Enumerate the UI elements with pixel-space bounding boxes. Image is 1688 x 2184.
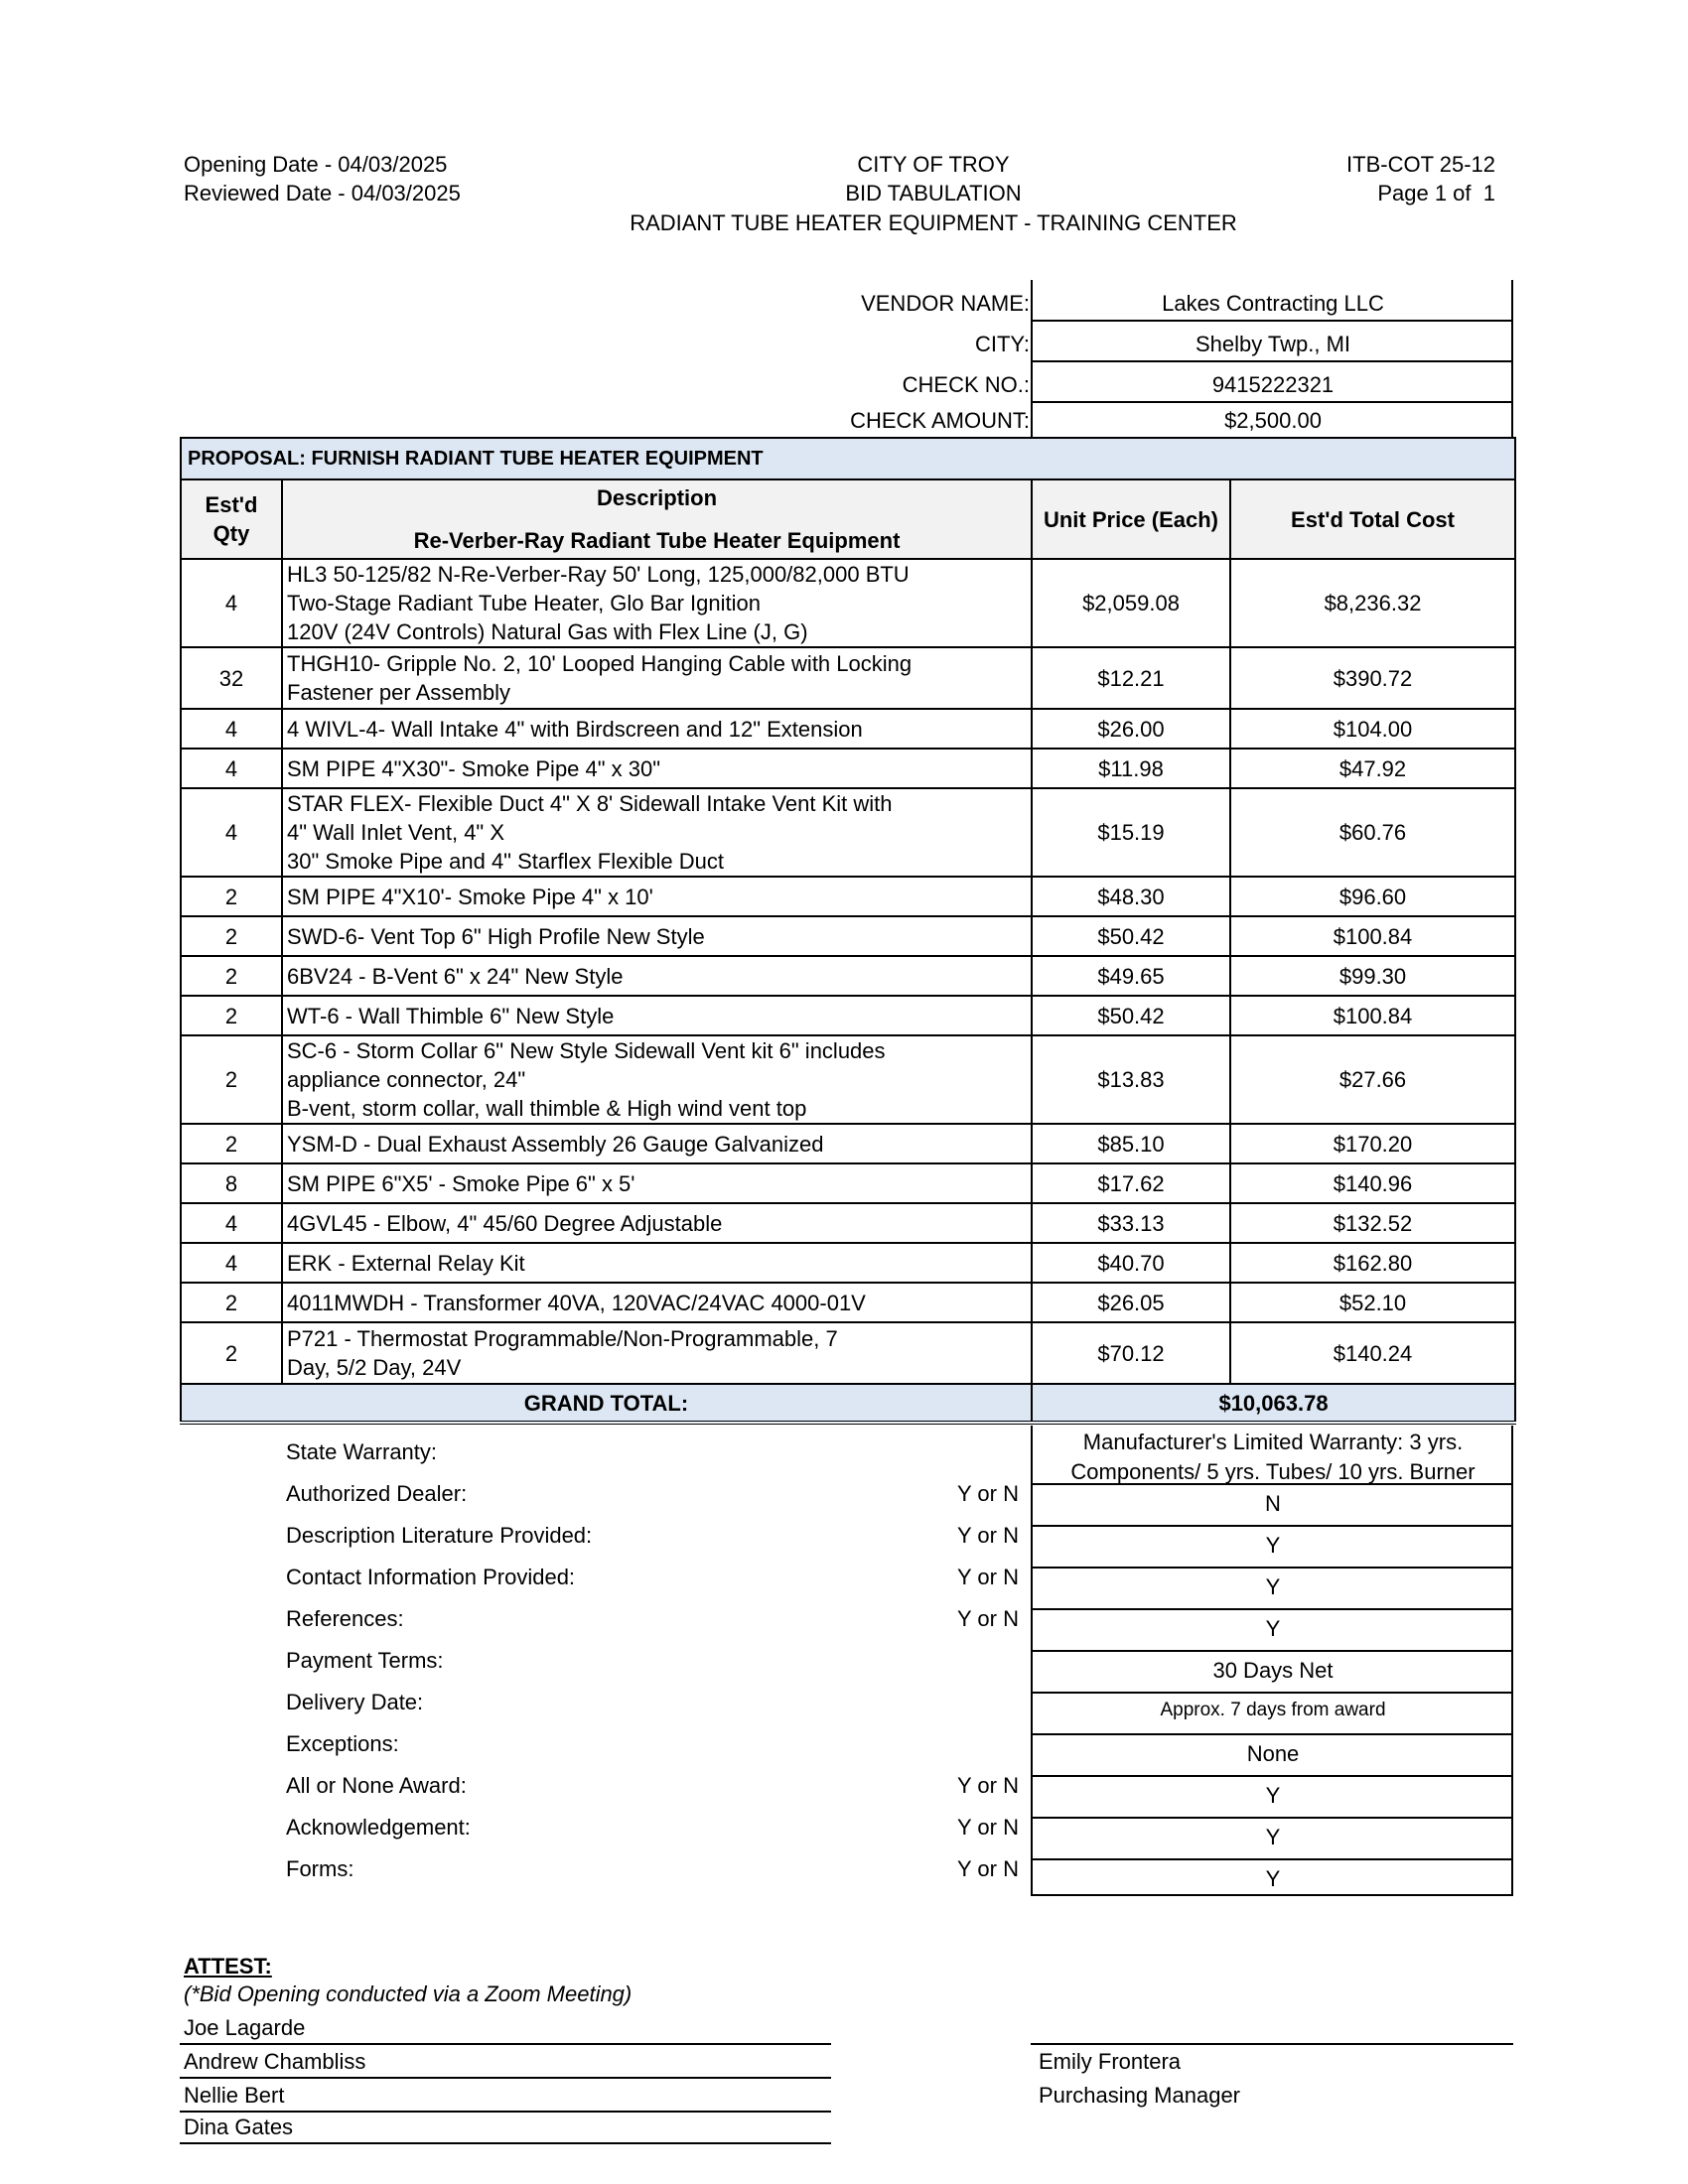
item-description-line: SM PIPE 6"X5' - Smoke Pipe 6" x 5' xyxy=(287,1170,635,1196)
item-description-line: STAR FLEX- Flexible Duct 4" X 8' Sidewall Intake Vent Kit with xyxy=(287,791,893,816)
item-unit-price: $49.65 xyxy=(1032,956,1230,996)
info-label: Delivery Date: xyxy=(286,1690,424,1714)
table-header xyxy=(181,479,1515,559)
item-unit-price: $33.13 xyxy=(1032,1203,1230,1243)
description-header-sub: Re-Verber-Ray Radiant Tube Heater Equipment xyxy=(413,528,901,553)
item-qty: 4 xyxy=(181,559,282,647)
item-unit-price: $26.00 xyxy=(1032,709,1230,749)
info-label: Exceptions: xyxy=(286,1731,399,1756)
info-yn: Y or N xyxy=(957,1773,1019,1798)
item-description-line: 6BV24 - B-Vent 6" x 24" New Style xyxy=(287,963,624,989)
item-description-line: 4GVL45 - Elbow, 4" 45/60 Degree Adjustable xyxy=(287,1210,723,1236)
attest-line-4 xyxy=(180,2142,831,2144)
item-description xyxy=(282,916,1032,956)
item-total: $47.92 xyxy=(1230,749,1515,788)
item-unit-price: $13.83 xyxy=(1032,1035,1230,1124)
table-row xyxy=(181,916,1515,956)
info-label: References: xyxy=(286,1606,404,1631)
item-description-line: 120V (24V Controls) Natural Gas with Flex Line (J, G) xyxy=(287,619,808,644)
item-total: $27.66 xyxy=(1230,1035,1515,1124)
item-unit-price: $17.62 xyxy=(1032,1163,1230,1203)
item-total: $8,236.32 xyxy=(1230,559,1515,647)
check-amount: $2,500.00 xyxy=(1224,408,1322,433)
item-total: $100.84 xyxy=(1230,996,1515,1035)
item-total: $140.24 xyxy=(1230,1322,1515,1384)
item-qty: 2 xyxy=(181,956,282,996)
item-description-line: 4011MWDH - Transformer 40VA, 120VAC/24VAC 4000-01V xyxy=(287,1290,866,1315)
check-amount-label: CHECK AMOUNT: xyxy=(850,408,1030,433)
table-row xyxy=(181,956,1515,996)
item-description-line: 4 WIVL-4- Wall Intake 4" with Birdscreen and 12" Extension xyxy=(287,716,863,742)
item-qty: 4 xyxy=(181,749,282,788)
item-total: $99.30 xyxy=(1230,956,1515,996)
bid-table xyxy=(180,437,1516,1425)
item-description xyxy=(282,996,1032,1035)
item-description-line: P721 - Thermostat Programmable/Non-Programmable, 7 xyxy=(287,1326,838,1351)
info-label: Contact Information Provided: xyxy=(286,1565,576,1589)
item-description xyxy=(282,559,1032,647)
info-label: Payment Terms: xyxy=(286,1648,444,1673)
grand-total-value: $10,063.78 xyxy=(1032,1384,1515,1423)
item-qty: 2 xyxy=(181,996,282,1035)
item-description xyxy=(282,647,1032,709)
item-total: $96.60 xyxy=(1230,877,1515,916)
attest-line-1 xyxy=(180,2043,831,2045)
item-description xyxy=(282,1283,1032,1322)
info-label: State Warranty: xyxy=(286,1439,438,1464)
item-description xyxy=(282,788,1032,877)
item-qty: 2 xyxy=(181,877,282,916)
info-yn: Y or N xyxy=(957,1565,1019,1589)
item-qty: 8 xyxy=(181,1163,282,1203)
check-no: 9415222321 xyxy=(1211,372,1335,397)
item-description-line: SWD-6- Vent Top 6" High Profile New Style xyxy=(287,923,705,949)
table-row xyxy=(181,1163,1515,1203)
item-unit-price: $48.30 xyxy=(1032,877,1230,916)
attest-name-4: Dina Gates xyxy=(184,2115,294,2139)
info-yn: Y or N xyxy=(957,1481,1019,1506)
item-description-line: 30" Smoke Pipe and 4" Starflex Flexible Duct xyxy=(287,849,724,874)
item-description-line: appliance connector, 24" xyxy=(287,1067,526,1092)
item-total: $170.20 xyxy=(1230,1124,1515,1163)
item-description-line: SM PIPE 4"X30"- Smoke Pipe 4" x 30" xyxy=(287,755,661,781)
table-row xyxy=(181,647,1515,709)
table-row xyxy=(181,877,1515,916)
item-description-line: HL3 50-125/82 N-Re-Verber-Ray 50' Long, 125,000/82,000 BTU xyxy=(287,562,910,587)
info-label: Description Literature Provided: xyxy=(286,1523,593,1548)
description-header-label: Description xyxy=(596,485,718,510)
info-value: Y xyxy=(1265,1825,1281,1849)
item-unit-price: $15.19 xyxy=(1032,788,1230,877)
item-description xyxy=(282,1322,1032,1384)
table-row xyxy=(181,709,1515,749)
qty-header-label: Est'd Qty xyxy=(205,492,258,546)
item-description xyxy=(282,1163,1032,1203)
item-description-line: SM PIPE 4"X10'- Smoke Pipe 4" x 10' xyxy=(287,884,653,909)
item-qty: 2 xyxy=(181,916,282,956)
city-title: CITY OF TROY xyxy=(857,152,1010,177)
attest-name-3: Nellie Bert xyxy=(184,2083,285,2108)
item-unit-price: $12.21 xyxy=(1032,647,1230,709)
item-description-line: Fastener per Assembly xyxy=(287,680,510,705)
opening-date: Opening Date - 04/03/2025 xyxy=(184,152,448,177)
signer-name: Emily Frontera xyxy=(1039,2049,1182,2074)
info-value: Approx. 7 days from award xyxy=(1160,1700,1386,1720)
reviewed-date: Reviewed Date - 04/03/2025 xyxy=(184,181,461,205)
table-row xyxy=(181,1243,1515,1283)
table-row xyxy=(181,1322,1515,1384)
item-total: $390.72 xyxy=(1230,647,1515,709)
item-unit-price: $11.98 xyxy=(1032,749,1230,788)
info-value: Y xyxy=(1265,1574,1281,1599)
table-row xyxy=(181,559,1515,647)
item-description xyxy=(282,1243,1032,1283)
check-no-label: CHECK NO.: xyxy=(902,372,1030,397)
table-row xyxy=(181,1283,1515,1322)
item-total: $162.80 xyxy=(1230,1243,1515,1283)
item-qty: 4 xyxy=(181,709,282,749)
attest-line-3 xyxy=(180,2111,831,2113)
item-qty: 4 xyxy=(181,1203,282,1243)
item-description-line: Two-Stage Radiant Tube Heater, Glo Bar Ignition xyxy=(287,591,761,615)
page-number: Page 1 of 1 xyxy=(1377,181,1495,205)
table-row xyxy=(181,1203,1515,1243)
item-qty: 4 xyxy=(181,788,282,877)
item-description-line: THGH10- Gripple No. 2, 10' Looped Hanging Cable with Locking xyxy=(287,651,913,676)
table-row xyxy=(181,788,1515,877)
info-value: Y xyxy=(1265,1783,1281,1808)
proposal-title: PROPOSAL: FURNISH RADIANT TUBE HEATER EQUIPMENT xyxy=(181,438,1515,479)
doc-type-title: BID TABULATION xyxy=(845,181,1022,205)
info-yn: Y or N xyxy=(957,1523,1019,1548)
info-yn: Y or N xyxy=(957,1606,1019,1631)
info-label: Forms: xyxy=(286,1856,354,1881)
info-value: Components/ 5 yrs. Tubes/ 10 yrs. Burner xyxy=(1070,1459,1476,1484)
item-description xyxy=(282,749,1032,788)
item-description-line: WT-6 - Wall Thimble 6" New Style xyxy=(287,1003,615,1028)
item-total: $132.52 xyxy=(1230,1203,1515,1243)
vendor-city-label: CITY: xyxy=(974,332,1030,356)
item-description xyxy=(282,956,1032,996)
attest-note: (*Bid Opening conducted via a Zoom Meeting) xyxy=(184,1981,633,2006)
proposal-row xyxy=(181,438,1515,479)
info-label: Authorized Dealer: xyxy=(286,1481,468,1506)
item-qty: 2 xyxy=(181,1035,282,1124)
attest-name-1: Joe Lagarde xyxy=(184,2015,306,2040)
signature-line xyxy=(1031,2043,1513,2045)
info-value: Y xyxy=(1265,1533,1281,1558)
item-unit-price: $50.42 xyxy=(1032,996,1230,1035)
item-unit-price: $70.12 xyxy=(1032,1322,1230,1384)
item-description xyxy=(282,1203,1032,1243)
column-header-unit-price: Unit Price (Each) xyxy=(1032,479,1230,559)
item-description-line: ERK - External Relay Kit xyxy=(287,1250,525,1276)
vendor-city: Shelby Twp., MI xyxy=(1195,332,1351,356)
table-row xyxy=(181,749,1515,788)
item-description-line: B-vent, storm collar, wall thimble & High wind vent top xyxy=(287,1096,807,1121)
info-yn: Y or N xyxy=(957,1815,1019,1840)
grand-total-label: GRAND TOTAL: xyxy=(181,1384,1032,1423)
info-label: All or None Award: xyxy=(286,1773,467,1798)
project-title: RADIANT TUBE HEATER EQUIPMENT - TRAINING CENTER xyxy=(630,210,1237,235)
item-unit-price: $2,059.08 xyxy=(1032,559,1230,647)
item-description-line: SC-6 - Storm Collar 6" New Style Sidewall Vent kit 6" includes xyxy=(287,1038,886,1063)
item-unit-price: $85.10 xyxy=(1032,1124,1230,1163)
item-description xyxy=(282,1124,1032,1163)
item-description-line: Day, 5/2 Day, 24V xyxy=(287,1355,462,1380)
item-description xyxy=(282,709,1032,749)
item-total: $52.10 xyxy=(1230,1283,1515,1322)
item-unit-price: $26.05 xyxy=(1032,1283,1230,1322)
item-qty: 2 xyxy=(181,1283,282,1322)
attest-name-2: Andrew Chambliss xyxy=(184,2049,366,2074)
table-row xyxy=(181,1124,1515,1163)
info-value: 30 Days Net xyxy=(1212,1658,1334,1683)
column-header-total: Est'd Total Cost xyxy=(1230,479,1515,559)
info-value: Manufacturer's Limited Warranty: 3 yrs. xyxy=(1082,1430,1464,1454)
item-description-line: YSM-D - Dual Exhaust Assembly 26 Gauge Galvanized xyxy=(287,1131,824,1157)
column-header-description xyxy=(282,479,1032,559)
info-value: None xyxy=(1246,1741,1300,1766)
info-yn: Y or N xyxy=(957,1856,1019,1881)
item-total: $60.76 xyxy=(1230,788,1515,877)
vendor-name: Lakes Contracting LLC xyxy=(1162,291,1384,316)
item-unit-price: $40.70 xyxy=(1032,1243,1230,1283)
info-value: Y xyxy=(1265,1616,1281,1641)
vendor-name-label: VENDOR NAME: xyxy=(861,291,1030,316)
column-header-qty xyxy=(181,479,282,559)
item-total: $140.96 xyxy=(1230,1163,1515,1203)
info-value: N xyxy=(1265,1491,1281,1516)
signer-title: Purchasing Manager xyxy=(1039,2083,1241,2108)
info-label: Acknowledgement: xyxy=(286,1815,471,1840)
item-qty: 2 xyxy=(181,1124,282,1163)
item-description xyxy=(282,877,1032,916)
item-unit-price: $50.42 xyxy=(1032,916,1230,956)
item-total: $104.00 xyxy=(1230,709,1515,749)
item-qty: 4 xyxy=(181,1243,282,1283)
item-total: $100.84 xyxy=(1230,916,1515,956)
grand-total-row xyxy=(181,1384,1515,1423)
itb-number: ITB-COT 25-12 xyxy=(1346,152,1495,177)
table-row xyxy=(181,996,1515,1035)
item-qty: 32 xyxy=(181,647,282,709)
item-qty: 2 xyxy=(181,1322,282,1384)
info-value: Y xyxy=(1265,1866,1281,1891)
item-description-line: 4" Wall Inlet Vent, 4" X xyxy=(287,820,505,845)
table-row xyxy=(181,1035,1515,1124)
attest-line-2 xyxy=(180,2077,831,2079)
item-description xyxy=(282,1035,1032,1124)
attest-title: ATTEST: xyxy=(184,1954,272,1979)
